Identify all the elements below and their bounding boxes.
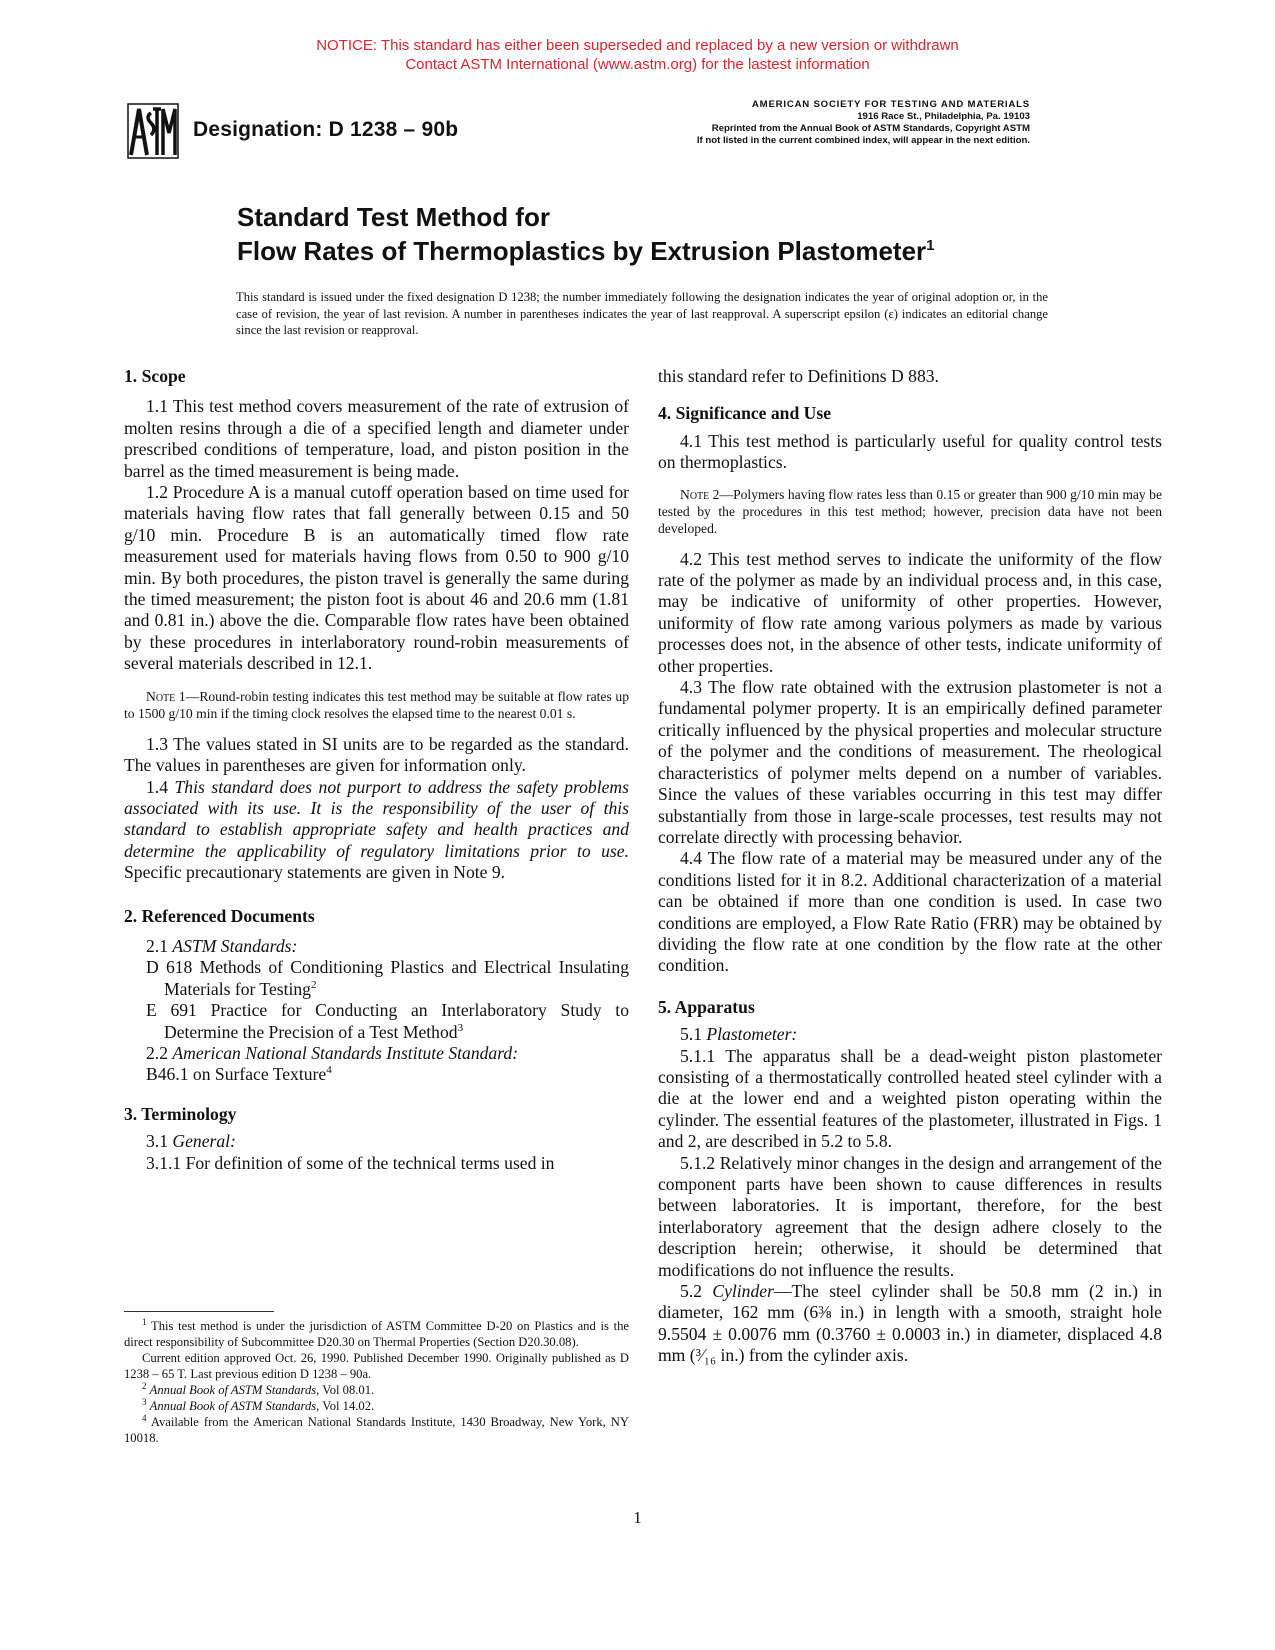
notice-line-2: Contact ASTM International (www.astm.org) for the lastest information: [405, 56, 870, 73]
footnote-rule: [124, 1311, 274, 1312]
footnote-1: $^1$ This test method is under the jurisdiction of ASTM Committee D-20 on Plastics and is the direct responsibility of Subcommittee D20.30 on Thermal Properties (Section D20.30.08).: [124, 1317, 629, 1349]
section-1-heading: 1. Scope: [124, 366, 186, 386]
publisher-index-note: If not listed in the current combined index, will appear in the next edition.: [696, 135, 1030, 146]
left-column: [124, 366, 629, 1174]
note-2: Note 2—Polymers having flow rates less than 0.15 or greater than 900 g/10 min may be tested by the procedures in this test method; however, precision data have not been developed.: [658, 486, 1162, 536]
para-4-2: 4.2 This test method serves to indicate the uniformity of the flow rate of the polymer as made by an individual process and, in this case, may be indicative of uniformity of other properties. However, uniformity of flow rate among various polymers as made by various processes does not, in the absence of other tests, indicate uniformity of other properties.: [658, 548, 1162, 676]
footnotes: [124, 1311, 629, 1446]
section-4-heading: 4. Significance and Use: [658, 403, 832, 424]
para-5-2: 5.2 Cylinder—The steel cylinder shall be 50.8 mm (2 in.) in diameter, 162 mm (6⅜ in.) in length with a smooth, straight hole 9.5504 ± 0.0076 mm (0.3760 ± 0.0003 in.) in diameter, displaced 4.8 mm (³⁄₁₆ in.) from the cylinder axis.: [658, 1281, 1162, 1366]
notice-line-1: NOTICE: This standard has either been superseded and replaced by a new version or withdrawn: [316, 37, 959, 54]
para-2-1: 2.1 ASTM Standards:: [146, 935, 298, 956]
note-1: Note 1—Round-robin testing indicates this test method may be suitable at flow rates up to 1500 g/10 min if the timing clock resolves the elapsed time to the nearest 0.01 s.: [124, 688, 629, 721]
para-3-1-1: 3.1.1 For definition of some of the technical terms used in: [146, 1152, 555, 1173]
ref-e691: E 691 Practice for Conducting an Interlaboratory Study to Determine the Precision of a Test Method$^3$: [146, 1000, 629, 1042]
footnote-2: $^2$ Annual Book of ASTM Standards, Vol 08.01.: [142, 1381, 375, 1397]
supersession-notice: [0, 36, 1275, 74]
footnote-4: $^4$ Available from the American National Standards Institute, 1430 Broadway, New York, NY 10018.: [124, 1413, 629, 1445]
right-column: [658, 366, 1162, 1367]
publisher-org: AMERICAN SOCIETY FOR TESTING AND MATERIALS: [751, 99, 1030, 110]
publisher-block: [610, 99, 1030, 147]
para-4-1: 4.1 This test method is particularly useful for quality control tests on thermoplastics.: [658, 430, 1162, 473]
para-5-1-1: 5.1.1 The apparatus shall be a dead-weight piston plastometer consisting of a thermostatically controlled heated steel cylinder with a die at the lower end and a weighted piston operating within the cylinder. The essential features of the plastometer, illustrated in Figs. 1 and 2, are described in 5.2 to 5.8.: [658, 1045, 1162, 1152]
title-line-1: Standard Test Method for: [237, 202, 550, 232]
title-footnote-mark: 1: [926, 237, 935, 254]
page-number: 1: [633, 1508, 642, 1527]
publisher-reprint: Reprinted from the Annual Book of ASTM Standards, Copyright ASTM: [711, 123, 1030, 134]
para-2-2: 2.2 American National Standards Institute Standard:: [146, 1042, 519, 1063]
para-3-1: 3.1 General:: [146, 1131, 236, 1152]
footnote-1b: Current edition approved Oct. 26, 1990. Published December 1990. Originally published as D 1238 – 65 T. Last previous edition D 1238 – 90a.: [124, 1351, 629, 1381]
para-1-2: 1.2 Procedure A is a manual cutoff operation based on time used for materials having flow rates that fall generally between 0.15 and 50 g/10 min. Procedure B is an automatically timed flow rate measurement used for materials having flows from 0.50 to 900 g/10 min. By both procedures, the piston travel is generally the same during the timed measurement; the piston foot is about 46 and 20.6 mm (1.81 and 0.81 in.) above the die. Comparable flow rates have been obtained by these procedures in interlaboratory round-robin measurements of several materials described in 12.1.: [124, 482, 629, 674]
title-line-2: Flow Rates of Thermoplastics by Extrusion Plastometer$^1$: [237, 236, 935, 266]
section-3-heading: 3. Terminology: [124, 1103, 237, 1124]
astm-logo-icon: [127, 103, 179, 159]
para-1-1: 1.1 This test method covers measurement of the rate of extrusion of molten resins through a die of a specified length and diameter under prescribed conditions of temperature, load, and piston position in the barrel as the timed measurement is being made.: [124, 396, 629, 481]
footnote-3: $^3$ Annual Book of ASTM Standards, Vol 14.02.: [142, 1397, 375, 1413]
document-title: [237, 200, 935, 268]
section-5-heading: 5. Apparatus: [658, 996, 755, 1017]
para-1-3: 1.3 The values stated in SI units are to be regarded as the standard. The values in parentheses are given for information only.: [124, 733, 629, 776]
designation: Designation: D 1238 – 90b: [193, 118, 459, 141]
para-5-1-2: 5.1.2 Relatively minor changes in the design and arrangement of the component parts have been shown to cause differences in results between laboratories. It is important, therefore, for the best interlaboratory agreement that the design adhere closely to the description herein; otherwise, it should be determined that modifications do not influence the results.: [658, 1152, 1162, 1280]
publisher-address: 1916 Race St., Philadelphia, Pa. 19103: [857, 111, 1030, 122]
para-3-1-1-cont: this standard refer to Definitions D 883.: [658, 366, 939, 386]
section-2-heading: 2. Referenced Documents: [124, 905, 315, 926]
para-5-1: 5.1 Plastometer:: [680, 1024, 798, 1045]
para-4-3: 4.3 The flow rate obtained with the extrusion plastometer is not a fundamental polymer property. It is an empirically defined parameter critically influenced by the physical properties and molecular structure of the polymer and the conditions of measurement. The rheological characteristics of polymer melts depend on a number of variables. Since the values of these variables occurring in this test may differ substantially from those in large-scale processes, test results may not correlate directly with processing behavior.: [658, 677, 1162, 847]
ref-d618: D 618 Methods of Conditioning Plastics and Electrical Insulating Materials for Testing$^2$: [146, 957, 629, 999]
issuance-statement: This standard is issued under the fixed designation D 1238; the number immediately following the designation indicates the year of original adoption or, in the case of revision, the year of last revision. A number in parentheses indicates the year of last reapproval. A superscript epsilon (ε) indicates an editorial change since the last revision or reapproval.: [236, 290, 1048, 337]
para-1-4: 1.4 This standard does not purport to address the safety problems associated with its use. It is the responsibility of the user of this standard to establish appropriate safety and health practices and determine the applicability of regulatory limitations prior to use. Specific precautionary statements are given in Note 9.: [124, 776, 629, 883]
para-4-4: 4.4 The flow rate of a material may be measured under any of the conditions listed for it in 8.2. Additional characterization of a material can be obtained if more than one condition is used. In case two conditions are employed, a Flow Rate Ratio (FRR) may be obtained by dividing the flow rate at one condition by the flow rate at the other condition.: [658, 848, 1162, 976]
ref-b46: B46.1 on Surface Texture$^4$: [146, 1064, 332, 1085]
